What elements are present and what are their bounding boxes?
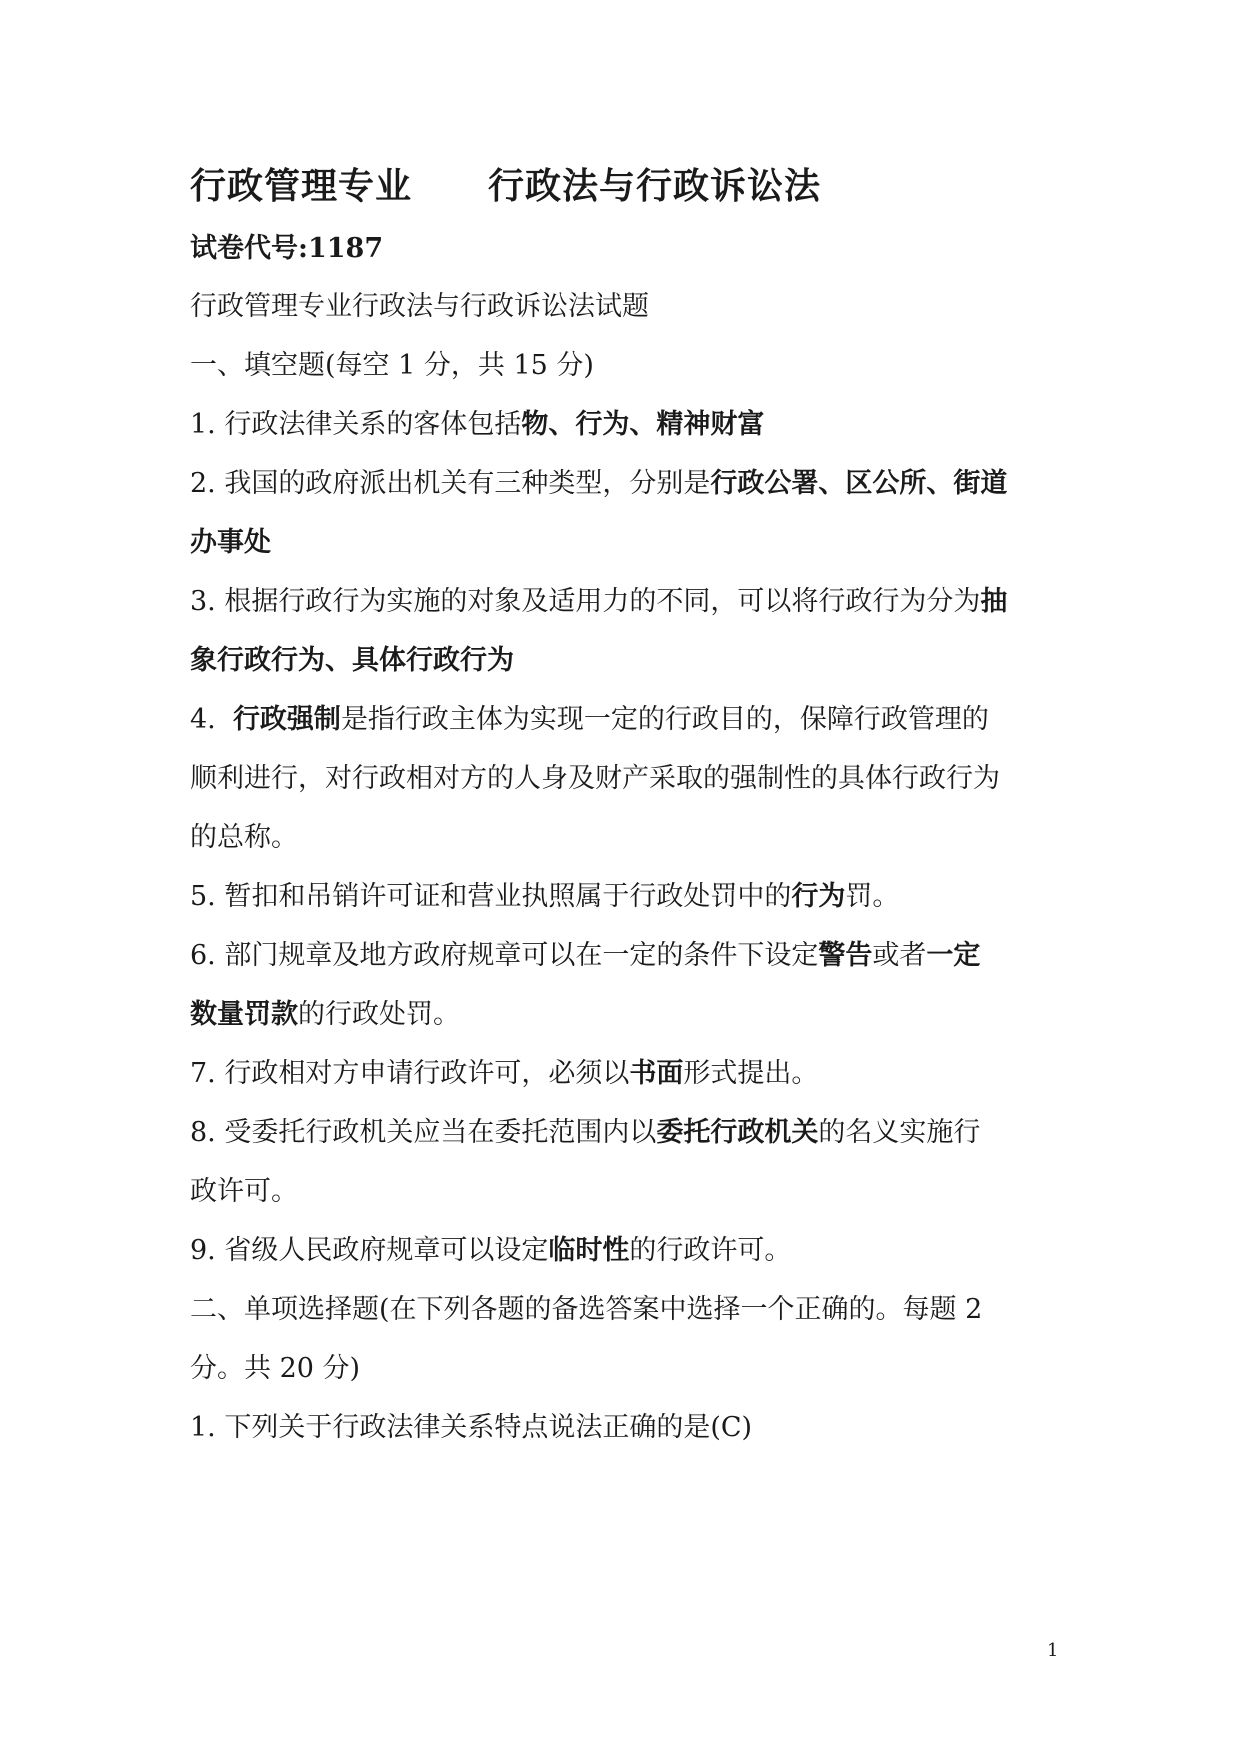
- page-number: 1: [1047, 1640, 1059, 1661]
- q4-text-line3: 的总称。: [190, 822, 298, 853]
- q1-text: 1. 行政法律关系的客体包括: [190, 409, 522, 440]
- section2-heading-line2: 分。共 20 分): [190, 1353, 361, 1384]
- q6-text: 6. 部门规章及地方政府规章可以在一定的条件下设定: [190, 940, 819, 971]
- question-9: [190, 1231, 791, 1271]
- q5-answer: 行为: [791, 881, 846, 912]
- title-course: 行政法与行政诉讼法: [488, 165, 822, 207]
- section2-question-1: 1. 下列关于行政法律关系特点说法正确的是(C): [190, 1412, 753, 1443]
- q3-answer-line1: 抽: [980, 586, 1008, 617]
- q6-mid: 或者: [872, 940, 927, 971]
- q9-answer: 临时性: [548, 1235, 630, 1266]
- q3-text: 3. 根据行政行为实施的对象及适用力的不同，可以将行政行为分为: [190, 586, 981, 617]
- q8-answer: 委托行政机关: [656, 1117, 819, 1148]
- q6-answer3: 数量罚款: [190, 999, 298, 1030]
- q6-suffix: 的行政处罚。: [298, 999, 460, 1030]
- section2-heading-line1: 二、单项选择题(在下列各题的备选答案中选择一个正确的。每题 2: [190, 1294, 983, 1325]
- q8-suffix: 的名义实施行: [818, 1117, 981, 1148]
- section1-heading: 一、填空题(每空 1 分，共 15 分): [190, 350, 594, 381]
- question-7: [190, 1054, 818, 1094]
- question-6: [190, 936, 980, 976]
- q6-line2: [190, 995, 460, 1035]
- q5-suffix: 罚。: [845, 881, 900, 912]
- question-3: [190, 582, 1007, 622]
- subtitle: 行政管理专业行政法与行政诉讼法试题: [190, 291, 649, 322]
- q7-suffix: 形式提出。: [683, 1058, 819, 1089]
- title-major: 行政管理专业: [190, 165, 413, 207]
- q6-answer2: 一定: [926, 940, 981, 971]
- q4-prefix: 4.: [190, 704, 233, 735]
- paper-code: 试卷代号:1187: [190, 233, 384, 264]
- q7-answer: 书面: [629, 1058, 684, 1089]
- q7-text: 7. 行政相对方申请行政许可，必须以: [190, 1058, 630, 1089]
- q5-text: 5. 暂扣和吊销许可证和营业执照属于行政处罚中的: [190, 881, 792, 912]
- q8-text-line2: 政许可。: [190, 1176, 298, 1207]
- question-8: [190, 1113, 980, 1153]
- q4-text1: 是指行政主体为实现一定的行政目的，保障行政管理的: [340, 704, 989, 735]
- q9-text: 9. 省级人民政府规章可以设定: [190, 1235, 549, 1266]
- q2-answer-line1: 行政公署、区公所、街道: [710, 468, 1008, 499]
- q2-text: 2. 我国的政府派出机关有三种类型，分别是: [190, 468, 711, 499]
- question-2: [190, 464, 1007, 504]
- q4-text-line2: 顺利进行，对行政相对方的人身及财产采取的强制性的具体行政行为: [190, 763, 1000, 794]
- question-4: [190, 700, 989, 740]
- q9-suffix: 的行政许可。: [629, 1235, 792, 1266]
- question-1: [190, 405, 764, 445]
- question-5: [190, 877, 899, 917]
- q2-answer-line2: 办事处: [190, 527, 271, 558]
- q8-text: 8. 受委托行政机关应当在委托范围内以: [190, 1117, 657, 1148]
- q4-answer: 行政强制: [232, 704, 341, 735]
- q6-answer1: 警告: [818, 940, 873, 971]
- q3-answer-line2: 象行政行为、具体行政行为: [190, 645, 514, 676]
- document-title: [190, 158, 821, 209]
- q1-answer: 物、行为、精神财富: [521, 409, 765, 440]
